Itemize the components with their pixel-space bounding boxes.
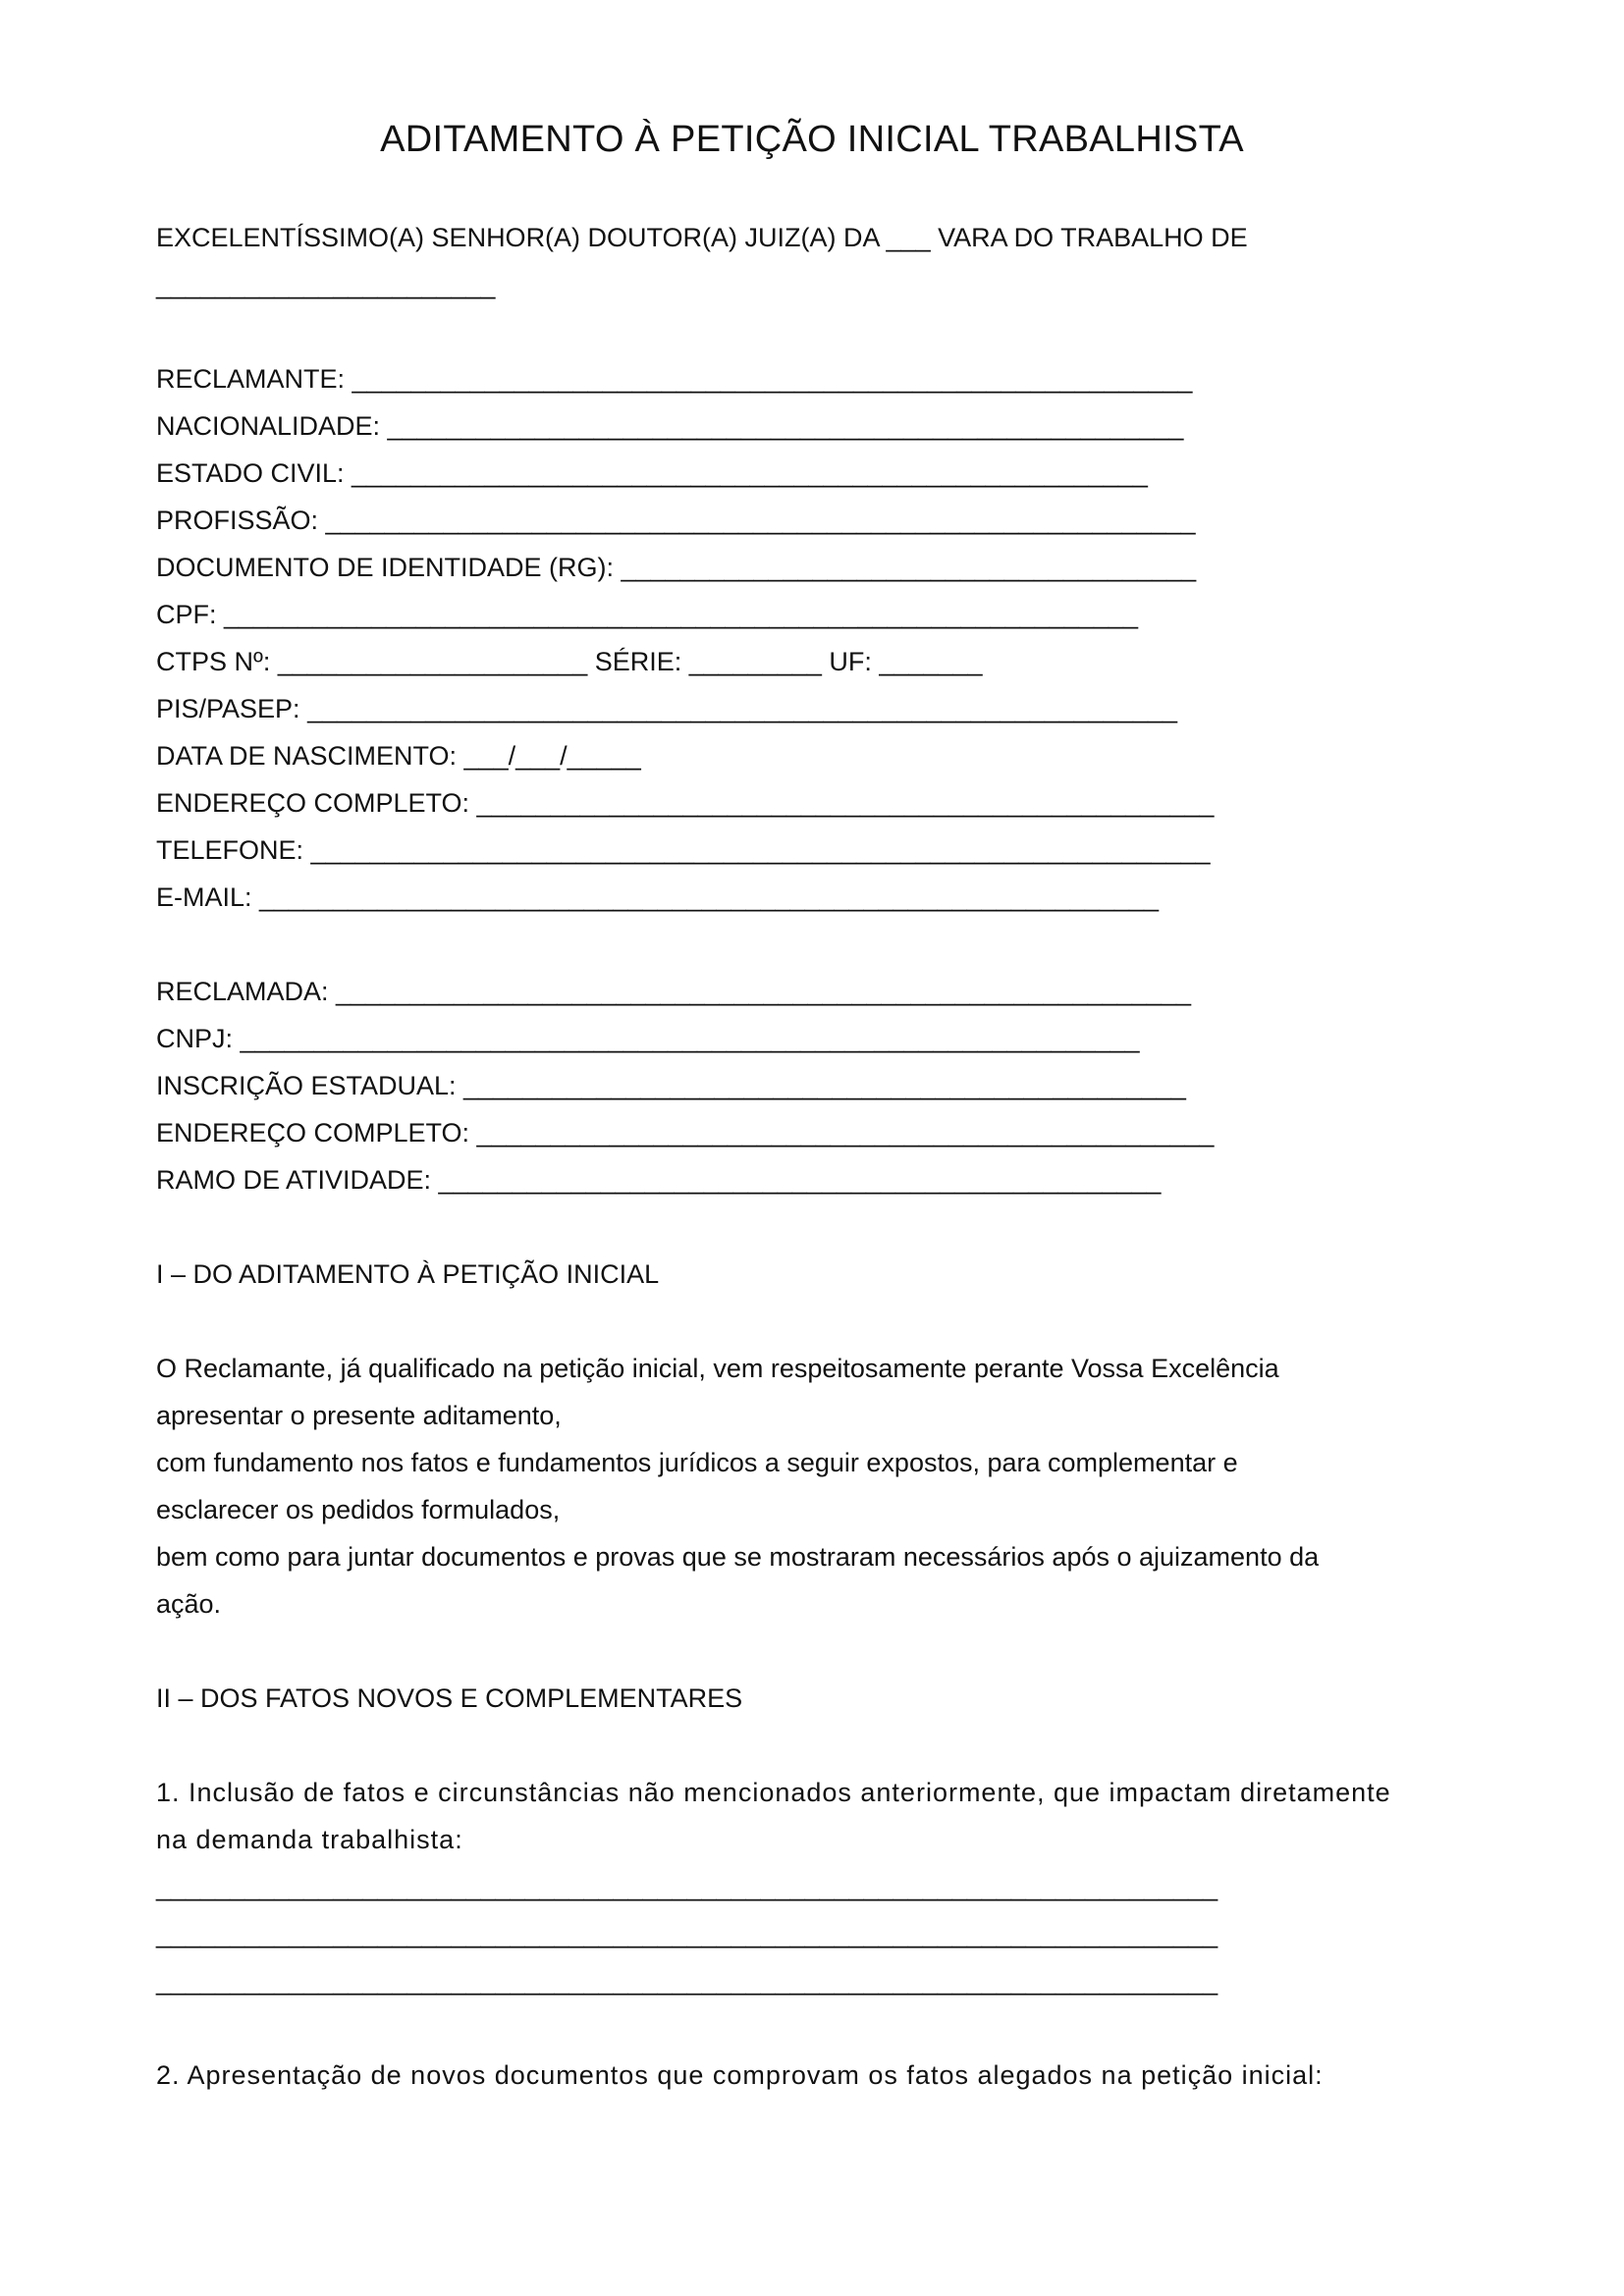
field-telefone: TELEFONE: _____________________________________________________________ <box>156 835 1211 865</box>
field-cnpj: CNPJ: _____________________________________________________________ <box>156 1024 1140 1053</box>
field-profissao: PROFISSÃO: ___________________________________________________________ <box>156 506 1196 535</box>
addressee-line: EXCELENTÍSSIMO(A) SENHOR(A) DOUTOR(A) JUIZ(A) DA ___ VARA DO TRABALHO DE <box>156 223 1248 252</box>
field-ramo-atividade: RAMO DE ATIVIDADE: _________________________________________________ <box>156 1165 1162 1195</box>
blank-answer-line: ________________________________________________________________________ <box>156 1919 1218 1949</box>
section-heading-fatos: II – DOS FATOS NOVOS E COMPLEMENTARES <box>156 1683 743 1713</box>
paragraph-line: O Reclamante, já qualificado na petição inicial, vem respeitosamente perante Vossa Excelência <box>156 1354 1279 1383</box>
field-cpf: CPF: ______________________________________________________________ <box>156 600 1139 629</box>
field-nacionalidade: NACIONALIDADE: ______________________________________________________ <box>156 411 1184 441</box>
field-estado-civil: ESTADO CIVIL: ______________________________________________________ <box>156 458 1148 488</box>
field-endereco-reclamada: ENDEREÇO COMPLETO: __________________________________________________ <box>156 1118 1215 1148</box>
field-ctps: CTPS Nº: _____________________ SÉRIE: _________ UF: _______ <box>156 647 983 676</box>
paragraph-line: bem como para juntar documentos e provas que se mostraram necessários após o ajuizamento da <box>156 1542 1320 1572</box>
item-1-line: 1. Inclusão de fatos e circunstâncias não mencionados anteriormente, que impactam diretamente <box>156 1778 1391 1807</box>
item-2-line: 2. Apresentação de novos documentos que comprovam os fatos alegados na petição inicial: <box>156 2060 1324 2090</box>
field-pis-pasep: PIS/PASEP: ___________________________________________________________ <box>156 694 1178 723</box>
blank-answer-line: ________________________________________________________________________ <box>156 1872 1218 1901</box>
document-title: ADITAMENTO À PETIÇÃO INICIAL TRABALHISTA <box>380 119 1244 160</box>
paragraph-line: apresentar o presente aditamento, <box>156 1401 562 1430</box>
paragraph-line: esclarecer os pedidos formulados, <box>156 1495 561 1524</box>
field-reclamada: RECLAMADA: __________________________________________________________ <box>156 977 1191 1006</box>
field-email: E-MAIL: _____________________________________________________________ <box>156 882 1160 912</box>
field-inscricao-estadual: INSCRIÇÃO ESTADUAL: _________________________________________________ <box>156 1071 1186 1100</box>
field-endereco-reclamante: ENDEREÇO COMPLETO: __________________________________________________ <box>156 788 1215 818</box>
paragraph-line: com fundamento nos fatos e fundamentos jurídicos a seguir expostos, para complementar e <box>156 1448 1238 1477</box>
field-reclamante: RECLAMANTE: _________________________________________________________ <box>156 364 1193 394</box>
item-1-line: na demanda trabalhista: <box>156 1825 463 1854</box>
addressee-blank-line: _______________________ <box>156 270 496 299</box>
field-data-nascimento: DATA DE NASCIMENTO: ___/___/_____ <box>156 741 641 771</box>
blank-answer-line: ________________________________________________________________________ <box>156 1966 1218 1996</box>
paragraph-line: ação. <box>156 1589 222 1619</box>
section-heading-aditamento: I – DO ADITAMENTO À PETIÇÃO INICIAL <box>156 1259 660 1289</box>
field-rg: DOCUMENTO DE IDENTIDADE (RG): _______________________________________ <box>156 553 1197 582</box>
